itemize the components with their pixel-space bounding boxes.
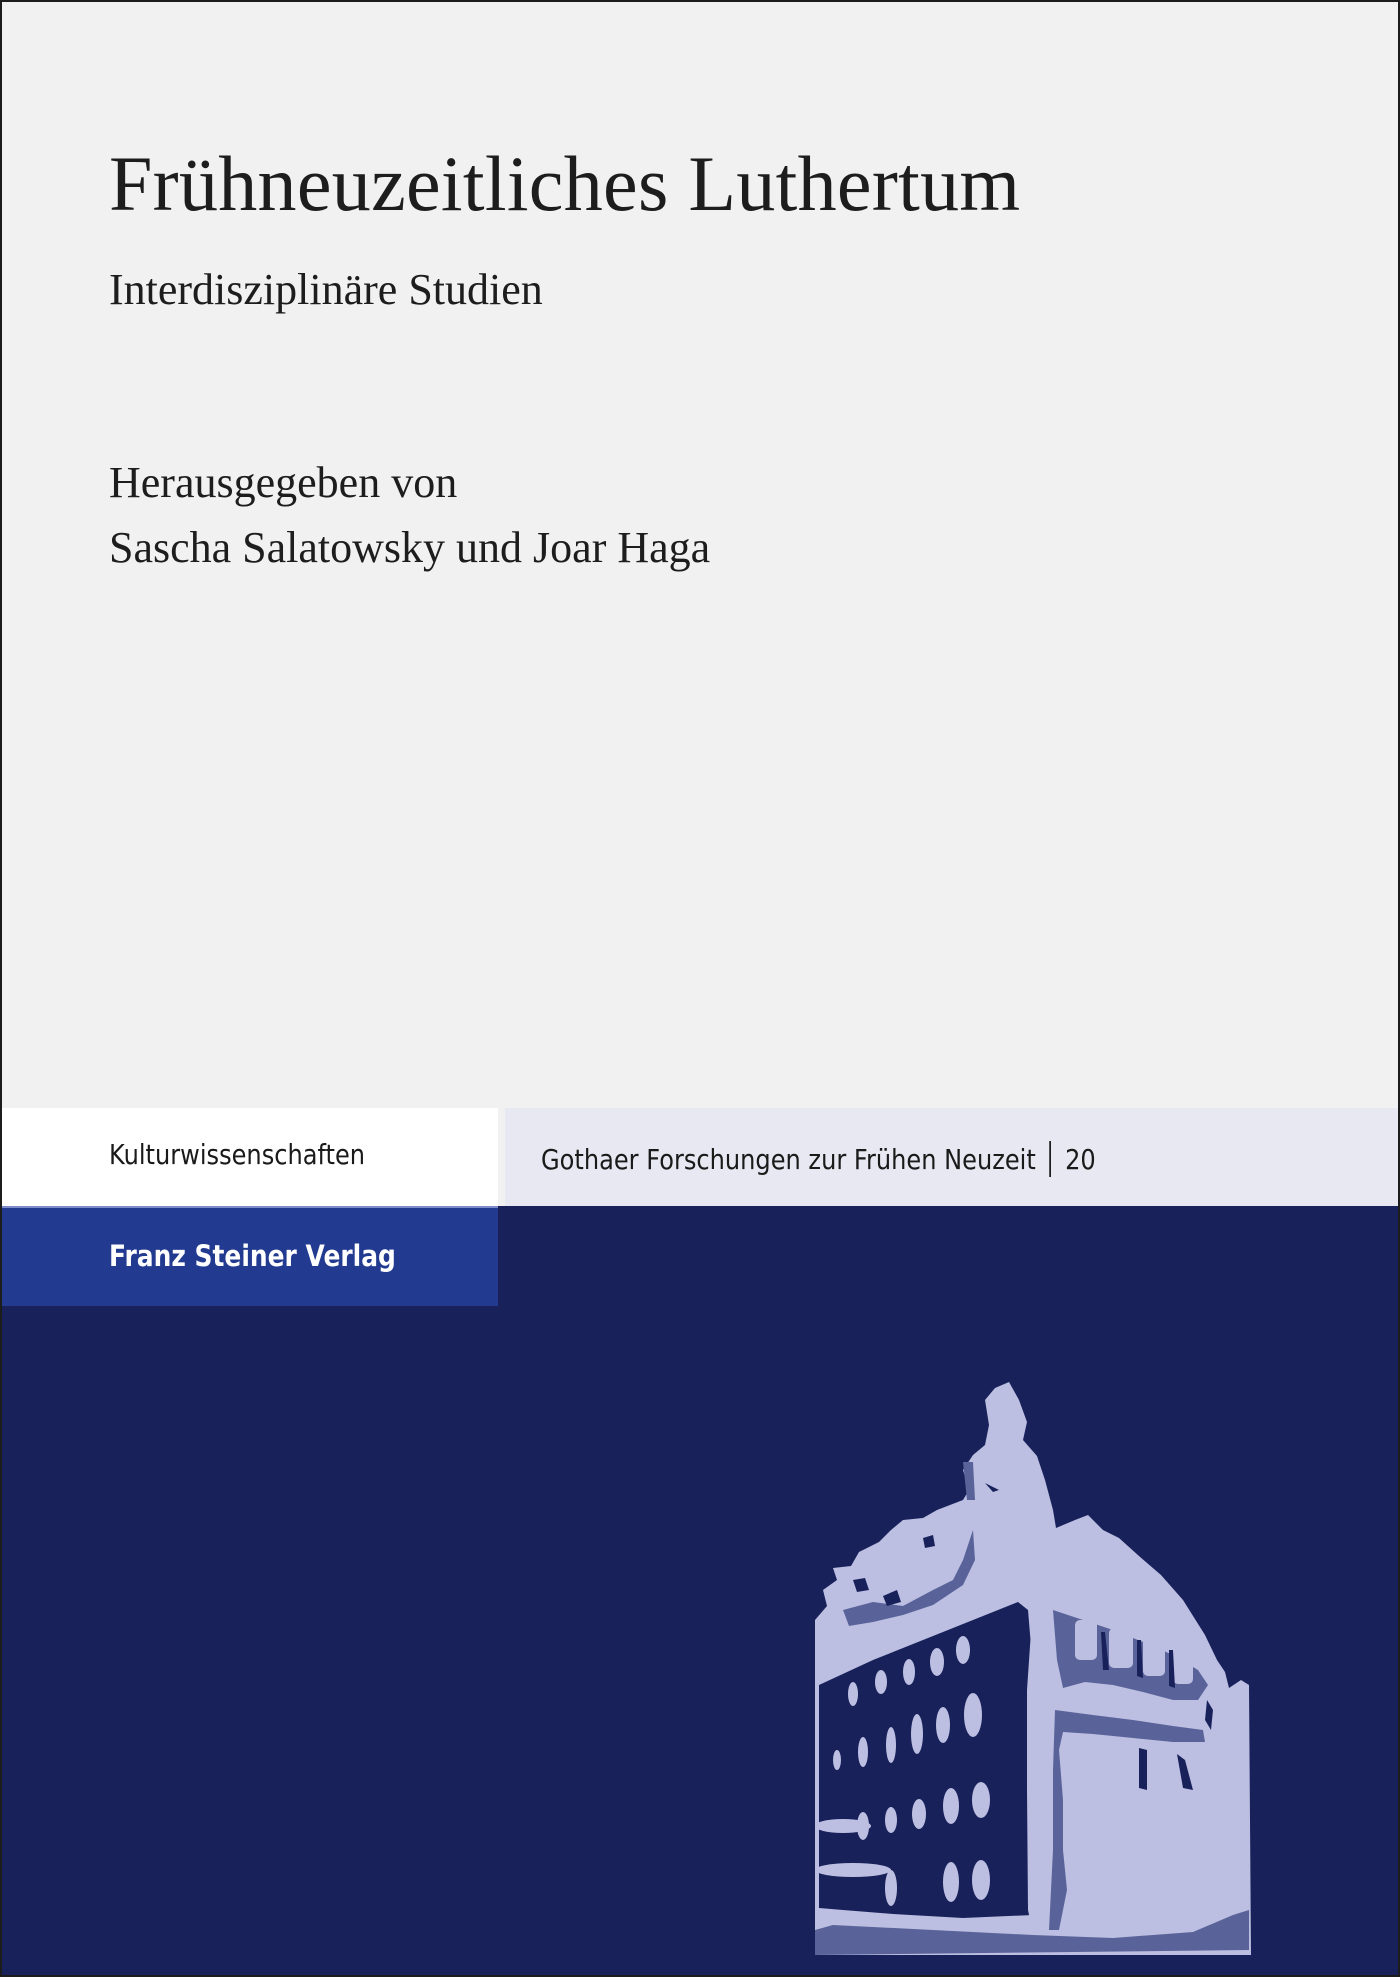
band-divider xyxy=(498,1108,505,1206)
series-separator xyxy=(1050,1141,1052,1177)
publisher-box xyxy=(2,1206,498,1306)
series-band xyxy=(505,1108,1398,1206)
subject-band xyxy=(2,1108,498,1206)
navy-band xyxy=(498,1206,1398,1306)
series-line xyxy=(541,1141,1096,1177)
publisher-label: Franz Steiner Verlag xyxy=(109,1239,396,1273)
book-subtitle: Interdisziplinäre Studien xyxy=(109,265,543,314)
editors-names: Sascha Salatowsky und Joar Haga xyxy=(109,523,711,572)
cover-title-area xyxy=(2,2,1398,1108)
series-volume: 20 xyxy=(1065,1143,1096,1176)
book-title: Frühneuzeitliches Luthertum xyxy=(109,140,1021,227)
subject-label: Kulturwissenschaften xyxy=(109,1138,366,1171)
book-cover xyxy=(2,2,1398,1975)
editors-label: Herausgegeben von xyxy=(109,458,458,507)
building-emblem-icon xyxy=(813,1370,1255,1960)
series-label: Gothaer Forschungen zur Frühen Neuzeit xyxy=(541,1143,1036,1176)
